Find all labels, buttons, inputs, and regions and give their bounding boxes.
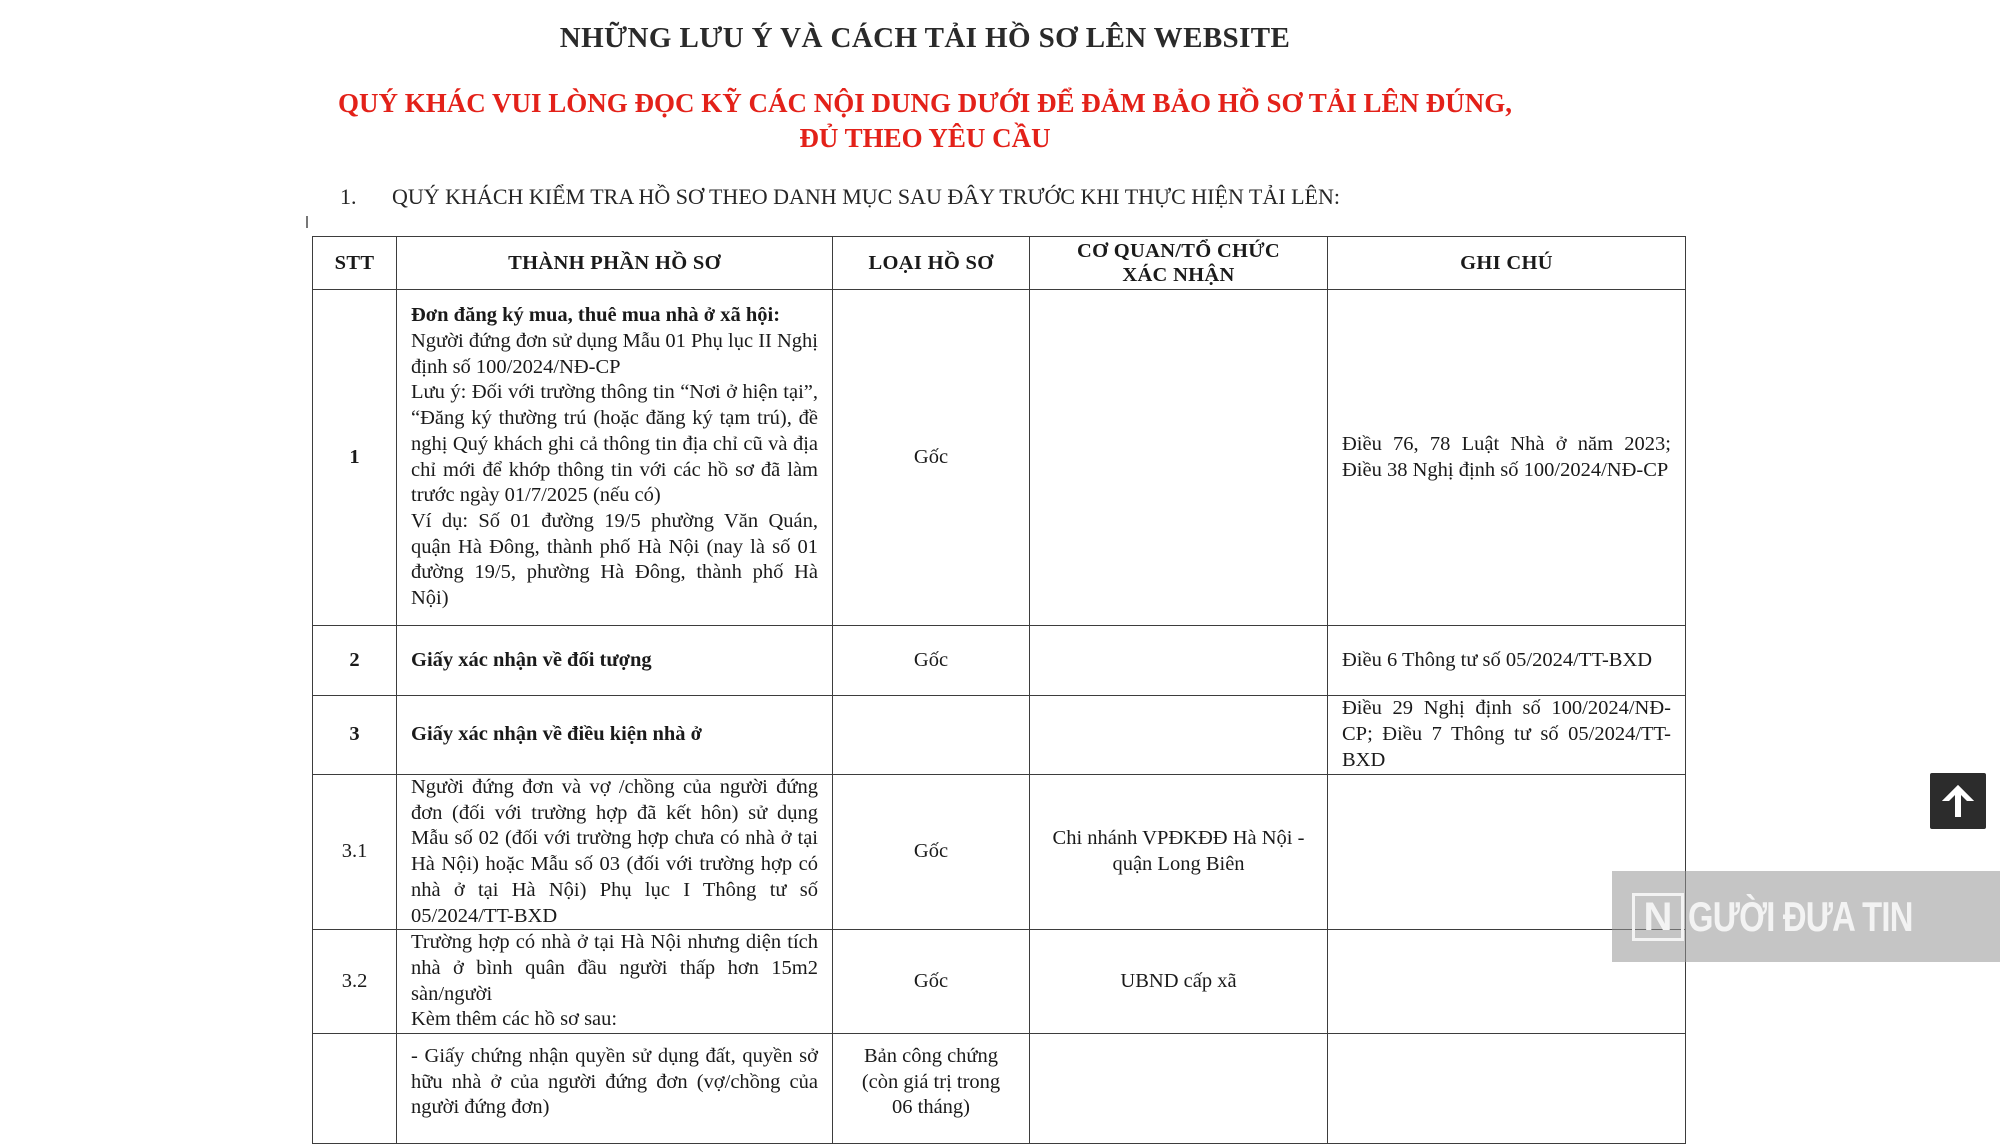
header-note: GHI CHÚ: [1328, 237, 1686, 290]
cell-type: Gốc: [833, 930, 1030, 1034]
header-agency-line-1: CƠ QUAN/TỔ CHỨC: [1076, 240, 1281, 262]
cell-note: Điều 76, 78 Luật Nhà ở năm 2023; Điều 38 Nghị định số 100/2024/NĐ-CP: [1328, 290, 1686, 626]
component-title: Đơn đăng ký mua, thuê mua nhà ở xã hội:: [411, 304, 781, 327]
cell-type: [833, 696, 1030, 775]
subtitle-line-2: ĐỦ THEO YÊU CẦU: [799, 123, 1051, 153]
cell-agency: Chi nhánh VPĐKĐĐ Hà Nội - quận Long Biên: [1030, 775, 1328, 930]
component-text: Trường hợp có nhà ở tại Hà Nội nhưng diện tích nhà ở bình quân đầu người thấp hơn 15m2 sàn/người: [411, 931, 818, 1005]
watermark-letter: N: [1632, 893, 1684, 941]
cell-stt: 3: [313, 696, 397, 775]
table-row: [313, 290, 1686, 626]
cell-component: - Giấy chứng nhận quyền sử dụng đất, quyền sở hữu nhà ở của người đứng đơn (vợ/chồng của người đứng đơn): [397, 1034, 833, 1144]
cell-stt: 3.2: [313, 930, 397, 1034]
cell-stt: 1: [313, 290, 397, 626]
type-line-2: (còn giá trị trong: [861, 1070, 1001, 1093]
subtitle-line-1: QUÝ KHÁC VUI LÒNG ĐỌC KỸ CÁC NỘI DUNG DƯỚI ĐỂ ĐẢM BẢO HỒ SƠ TẢI LÊN ĐÚNG,: [337, 88, 1513, 118]
cell-agency: [1030, 290, 1328, 626]
document-checklist-table: [312, 236, 1686, 1144]
cell-agency: [1030, 1034, 1328, 1144]
cell-note: Điều 6 Thông tư số 05/2024/TT-BXD: [1328, 626, 1686, 696]
cell-type: [833, 1034, 1030, 1144]
header-agency-line-2: XÁC NHẬN: [1122, 264, 1235, 286]
cell-stt: [313, 1034, 397, 1144]
table-row: [313, 930, 1686, 1034]
component-line: Lưu ý: Đối với trường thông tin “Nơi ở hiện tại”, “Đăng ký thường trú (hoặc đăng ký tạm trú), đề nghị Quý khách ghi cả thông tin địa chỉ cũ và địa chỉ mới để khớp thông tin với các hồ sơ đã làm trước ngày 01/7/2025 (nếu có): [411, 381, 818, 507]
page-subtitle: [300, 86, 1550, 156]
arrow-up-icon: [1938, 781, 1978, 821]
cell-agency: [1030, 696, 1328, 775]
header-component: THÀNH PHẦN HỒ SƠ: [397, 237, 833, 290]
header-agency: [1030, 237, 1328, 290]
type-line-3: 06 tháng): [892, 1096, 970, 1119]
header-stt: STT: [313, 237, 397, 290]
margin-mark: [306, 216, 308, 228]
section-number: 1.: [340, 184, 357, 209]
table-row: [313, 626, 1686, 696]
cell-agency: UBND cấp xã: [1030, 930, 1328, 1034]
cell-stt: 2: [313, 626, 397, 696]
header-type: LOẠI HỒ SƠ: [833, 237, 1030, 290]
cell-note: [1328, 1034, 1686, 1144]
cell-component: Giấy xác nhận về đối tượng: [397, 626, 833, 696]
component-extra: Kèm thêm các hồ sơ sau:: [411, 1008, 618, 1031]
type-line-1: Bản công chứng: [863, 1045, 999, 1068]
cell-type: Gốc: [833, 290, 1030, 626]
component-line: Người đứng đơn sử dụng Mẫu 01 Phụ lục II Nghị định số 100/2024/NĐ-CP: [411, 329, 818, 378]
cell-note: Điều 29 Nghị định số 100/2024/NĐ-CP; Điều 7 Thông tư số 05/2024/TT-BXD: [1328, 696, 1686, 775]
table-row: [313, 1034, 1686, 1144]
table-row: [313, 775, 1686, 930]
watermark-logo: [1612, 871, 2000, 962]
scroll-to-top-button[interactable]: [1930, 773, 1986, 829]
table-row: [313, 696, 1686, 775]
table-header-row: [313, 237, 1686, 290]
watermark-text: GƯỜI ĐƯA TIN: [1688, 892, 1913, 940]
section-heading: [340, 184, 1340, 210]
cell-type: Gốc: [833, 626, 1030, 696]
cell-type: Gốc: [833, 775, 1030, 930]
component-line: Ví dụ: Số 01 đường 19/5 phường Văn Quán, quận Hà Đông, thành phố Hà Nội (nay là số 01 đường 19/5, phường Hà Đông, thành phố Hà Nội): [411, 509, 818, 610]
cell-component: Người đứng đơn và vợ /chồng của người đứng đơn (đối với trường hợp đã kết hôn) sử dụng Mẫu số 02 (đối với trường hợp chưa có nhà ở tại Hà Nội) hoặc Mẫu số 03 (đối với trường hợp có nhà ở tại Hà Nội) Phụ lục I Thông tư số 05/2024/TT-BXD: [397, 775, 833, 930]
section-text: QUÝ KHÁCH KIỂM TRA HỒ SƠ THEO DANH MỤC SAU ĐÂY TRƯỚC KHI THỰC HIỆN TẢI LÊN:: [392, 184, 1340, 209]
cell-component: [397, 930, 833, 1034]
cell-stt: 3.1: [313, 775, 397, 930]
page-title: NHỮNG LƯU Ý VÀ CÁCH TẢI HỒ SƠ LÊN WEBSITE: [559, 22, 1291, 54]
cell-component: [397, 290, 833, 626]
cell-agency: [1030, 626, 1328, 696]
cell-component: Giấy xác nhận về điều kiện nhà ở: [397, 696, 833, 775]
